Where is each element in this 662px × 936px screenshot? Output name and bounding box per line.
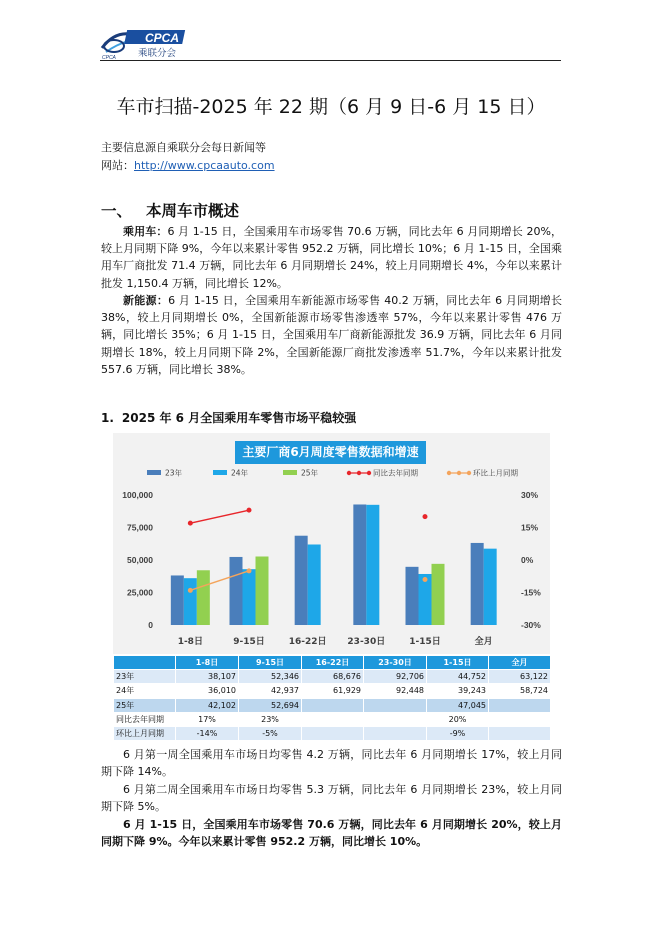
point-环比上月同期 [247,568,252,573]
table-header-cell: 9-15日 [239,656,302,670]
x-tick-label: 全月 [474,637,493,647]
legend-label: 25年 [301,468,319,478]
x-tick-label: 9-15日 [233,637,265,647]
table-cell: -9% [427,726,489,740]
table-header-row [114,656,551,670]
section-number: 一、 [101,202,133,220]
bar-24年 [484,549,497,625]
table-row-label: 23年 [114,670,176,684]
y-left-tick-label: 75,000 [127,522,153,533]
bar-24年 [366,505,379,625]
table-cell [302,698,364,712]
legend-swatch [213,470,227,475]
table-cell: 52,694 [239,698,302,712]
table-cell: 92,448 [364,684,427,698]
logo-mark-text: CPCA [102,55,116,60]
legend-marker [457,471,461,475]
legend-swatch [283,470,297,475]
y-right-tick-label: -30% [521,620,541,630]
table-cell: 44,752 [427,670,489,684]
x-tick-label: 16-22日 [288,637,327,647]
table-cell: -5% [239,726,302,740]
chart-title: 主要厂商6月周度零售数据和增速 [235,441,426,464]
table-row [114,684,551,698]
point-同比去年同期 [247,508,252,513]
table-cell: 17% [176,712,239,726]
bar-23年 [406,567,419,625]
point-环比上月同期 [188,588,193,593]
nev-label: 新能源： [123,294,169,307]
website-line [101,157,275,173]
table-cell: 36,010 [176,684,239,698]
table-cell [302,712,364,726]
bar-25年 [432,564,445,625]
subsection-number: 1. [101,411,114,425]
y-left-tick-label: 50,000 [127,555,153,565]
website-label: 网站： [101,159,134,172]
table-header-cell: 23-30日 [364,656,427,670]
legend-marker [447,471,451,475]
table-header-cell: 1-8日 [176,656,239,670]
weekly-retail-chart [113,433,550,654]
table-cell: 52,346 [239,670,302,684]
legend-label: 同比去年同期 [373,468,418,478]
table-row-label: 同比去年同期 [114,712,176,726]
subsection-title: 2025 年 6 月全国乘用车零售市场平稳较强 [121,411,357,425]
bar-23年 [295,536,308,625]
page-title: 车市扫描-2025 年 22 期（6 月 9 日-6 月 15 日） [116,96,546,118]
y-left-tick-label: 25,000 [127,587,153,598]
paragraph-week2: 6 月第二周全国乘用车市场日均零售 5.3 万辆，同比去年 6 月同期增长 23%，较上月同期下降 5%。 [101,783,562,814]
logo-text: CPCA [145,31,180,45]
nev-text: 6 月 1-15 日，全国乘用车新能源市场零售 40.2 万辆，同比去年 6 月同期增长 38%，较上月同期增长 0%，全国新能源市场零售渗透率 57%，今年以来累计零售 476 万辆，同比增长 35%；6 月 1-15 日，全国乘用车厂商新能源批发 36.9 万辆，同比去年 6 月同期增长 18%，较上月同期下降 2%，全国新能源厂商批发渗透率 51.7%，今年以来累计批发 557.6 万辆，同比增长 38%。 [101,294,562,376]
paragraph-week1: 6 月第一周全国乘用车市场日均零售 4.2 万辆，同比去年 6 月同期增长 17%，较上月同期下降 14%。 [101,748,562,779]
table-header-cell [114,656,176,670]
passenger-label: 乘用车： [123,225,168,238]
table-row [114,726,551,740]
bar-24年 [243,569,256,625]
section-title: 本周车市概述 [146,202,240,220]
paragraph-passenger [101,223,562,292]
table-cell [364,726,427,740]
website-link[interactable]: http://www.cpcaauto.com [134,159,275,172]
table-row-label: 24年 [114,684,176,698]
cpca-logo [100,26,200,60]
table-cell: 39,243 [427,684,489,698]
legend-label: 环比上月同期 [473,468,518,478]
table-cell: 42,102 [176,698,239,712]
table-cell [489,698,551,712]
legend-marker [347,471,351,475]
passenger-text: 6 月 1-15 日，全国乘用车市场零售 70.6 万辆，同比去年 6 月同期增长 20%，较上月同期下降 9%，今年以来累计零售 952.2 万辆，同比增长 10%；6 月 1-15 日，全国乘用车厂商批发 71.4 万辆，同比去年 6 月同期增长 24%，较上月同期增长 4%，今年以来累计批发 1,150.4 万辆，同比增长 12%。 [101,225,563,290]
paragraph-summary: 6 月 1-15 日，全国乘用车市场零售 70.6 万辆，同比去年 6 月同期增长 20%，较上月同期下降 9%。今年以来累计零售 952.2 万辆，同比增长 10%。 [101,818,562,849]
section-heading [101,199,239,221]
table-header-cell: 1-15日 [427,656,489,670]
table-cell [302,726,364,740]
x-tick-label: 1-8日 [177,637,203,647]
bar-23年 [230,557,243,625]
table-cell: 38,107 [176,670,239,684]
table-row-label: 环比上月同期 [114,726,176,740]
bar-24年 [308,544,321,625]
point-同比去年同期 [423,514,428,519]
y-right-tick-label: -15% [521,587,541,598]
legend-marker [357,471,361,475]
table-cell: 42,937 [239,684,302,698]
table-cell: 63,122 [489,670,551,684]
table-row [114,712,551,726]
table-cell: 92,706 [364,670,427,684]
legend-marker [367,471,371,475]
legend-label: 23年 [165,468,183,478]
table-cell: -14% [176,726,239,740]
table-header-cell: 全月 [489,656,551,670]
table-header-cell: 16-22日 [302,656,364,670]
bar-24年 [184,578,197,625]
x-tick-label: 23-30日 [347,637,386,647]
table-row [114,698,551,712]
table-cell [364,698,427,712]
table-row-label: 25年 [114,698,176,712]
point-同比去年同期 [188,521,193,526]
y-left-tick-label: 100,000 [122,490,153,500]
table-cell: 68,676 [302,670,364,684]
table-cell: 47,045 [427,698,489,712]
table-cell: 61,929 [302,684,364,698]
table-cell: 58,724 [489,684,551,698]
y-left-tick-label: 0 [148,620,153,630]
source-line: 主要信息源自乘联分会每日新闻等 [101,141,266,154]
logo-subtext: 乘联分会 [138,48,177,59]
header-rule [100,60,561,61]
table-cell: 23% [239,712,302,726]
bar-23年 [171,575,184,625]
subsection-heading [101,409,356,426]
x-tick-label: 1-15日 [409,637,441,647]
legend-swatch [147,470,161,475]
legend-label: 24年 [231,468,249,478]
paragraph-nev [101,292,562,378]
bar-25年 [256,556,269,625]
legend-marker [467,471,471,475]
bar-23年 [471,543,484,625]
y-right-tick-label: 0% [521,555,534,565]
y-right-tick-label: 30% [521,490,539,500]
y-right-tick-label: 15% [521,522,539,533]
table-cell [489,712,551,726]
chart-data-table [113,655,551,741]
table-cell: 20% [427,712,489,726]
table-row [114,670,551,684]
table-cell [489,726,551,740]
point-环比上月同期 [423,577,428,582]
bar-25年 [197,570,210,625]
bar-23年 [353,504,366,625]
table-cell [364,712,427,726]
line-segment-同比去年同期 [190,510,249,523]
